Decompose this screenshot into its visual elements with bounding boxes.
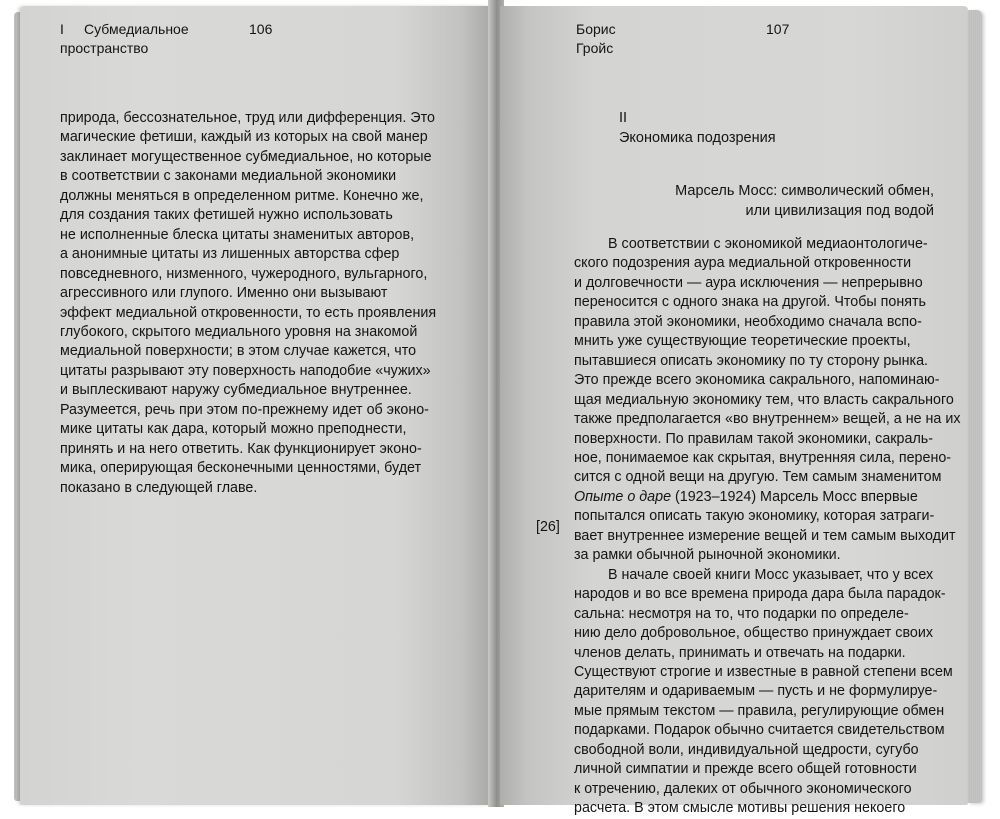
text-line: нию дело добровольное, общество принуждает своих	[574, 625, 933, 642]
section-number: I	[60, 21, 64, 37]
text-line: личной симпатии и прежде всего общей готовности	[574, 761, 917, 778]
text-line: щая медиальную экономику тем, что власть сакрального	[574, 391, 954, 408]
author-last-name: Гройс	[576, 40, 614, 56]
text-line: и выплескивают наружу субмедиальное внутреннее.	[60, 382, 412, 399]
page-number-right: 107	[766, 21, 790, 37]
text-line: заклинает могущественное субмедиальное, но которые	[60, 148, 432, 165]
text-line: подарками. Подарок обычно считается свидетельством	[574, 722, 945, 739]
text-line: народов и во все времена природа дара была парадок-	[574, 586, 946, 603]
text-line: мые прямым текстом — правила, регулирующие обмен	[574, 702, 945, 719]
text-line: агрессивного или глупого. Именно они вызывают	[60, 285, 388, 302]
text-line: В начале своей книги Мосс указывает, что у всех	[608, 566, 934, 583]
margin-page-reference: [26]	[536, 519, 560, 535]
right-page-edges	[968, 10, 982, 803]
text-line: Разумеется, речь при этом по-прежнему идет об эконо-	[60, 401, 429, 418]
text-line: природа, бессознательное, труд или дифференция. Это	[60, 110, 435, 126]
text-line: за рамки обычной рыночной экономики.	[574, 547, 841, 564]
text-line: мика, оперирующая бесконечными ценностями, будет	[60, 460, 422, 477]
text-line: к отречению, далеких от обычного экономического	[574, 780, 912, 797]
text-line: расчета. В этом смысле мотивы решения некоего	[574, 800, 906, 817]
text-line: показано в следующей главе.	[60, 479, 258, 496]
text-line: сится с одной вещи на другую. Тем самым знаменитом	[574, 469, 942, 486]
text-line: также предполагается «во внутреннем» вещей, а не на их	[574, 411, 961, 428]
text-line: повседневного, низменного, чужеродного, вульгарного,	[60, 265, 428, 282]
text-line: для создания таких фетишей нужно использовать	[60, 207, 393, 224]
left-body-text	[60, 109, 436, 498]
page-number-left: 106	[249, 21, 273, 37]
text-line: глубокого, скрытого медиального уровня на знакомой	[60, 323, 418, 340]
text-line: правила этой экономики, необходимо сначала вспо-	[574, 313, 922, 330]
text-line: принять и на него ответить. Как функционирует эконо-	[60, 440, 422, 457]
text-line: Это прежде всего экономика сакрального, напоминаю-	[574, 372, 940, 389]
section-subtitle	[675, 181, 934, 221]
text-line: членов делать, принимать и отвечать на подарки.	[574, 644, 906, 661]
right-body-text	[574, 235, 960, 819]
text-line: и долговечности — аура исключения — непрерывно	[574, 274, 923, 291]
running-title-line1: Субмедиальное	[84, 21, 189, 37]
subtitle-line: Марсель Мосс: символический обмен,	[675, 183, 934, 199]
text-line: эффект медиальной откровенности, то есть проявления	[60, 304, 437, 321]
author-first-name: Борис	[576, 21, 616, 37]
text-line: переносится с одного знака на другой. Чтобы понять	[574, 294, 927, 311]
text-line: магические фетиши, каждый из которых на свой манер	[60, 129, 428, 146]
text-line: в соответствии с законами медиальной экономики	[60, 168, 397, 185]
chapter-title: Экономика подозрения	[619, 130, 776, 146]
text-line: ное, понимаемое как скрытая, внутренняя сила, перено-	[574, 449, 952, 466]
text-line: мнить уже существующие теоретические проекты,	[574, 333, 911, 350]
text-line: не исполненные блеска цитаты знаменитых авторов,	[60, 226, 415, 243]
running-title-line2: пространство	[60, 40, 149, 56]
text-line: а анонимные цитаты из лишенных авторства сфер	[60, 246, 400, 263]
text-line: должны меняться в определенном ритме. Конечно же,	[60, 187, 424, 204]
text-line: Существуют строгие и известные в равной степени всем	[574, 663, 953, 680]
text-line: цитаты разрывают эту поверхность наподобие «чужих»	[60, 362, 431, 379]
text-line: мике цитаты как дара, который можно преподнести,	[60, 421, 407, 438]
text-line: попытался описать такую экономику, которая затраги-	[574, 508, 935, 525]
book-title-italic: Опыте о даре	[574, 488, 672, 505]
text-line: вает внутреннее измерение вещей и тем самым выходит	[574, 527, 956, 544]
subtitle-line: или цивилизация под водой	[745, 203, 934, 219]
text-fragment: (1923–1924) Марсель Мосс впервые	[671, 488, 918, 505]
text-line: В соответствии с экономикой медиаонтологиче-	[608, 236, 928, 252]
right-page	[500, 6, 968, 817]
text-line-with-italic	[574, 488, 960, 507]
chapter-number: II	[619, 110, 628, 126]
text-line: свободной воли, индивидуальной щедрости, сугубо	[574, 741, 919, 758]
text-line: дарителям и одариваемым — пусть и не формулируе-	[574, 683, 938, 700]
text-line: ского подозрения аура медиальной откровенности	[574, 255, 912, 272]
text-line: медиальной поверхности; в этом случае кажется, что	[60, 343, 417, 360]
left-page	[20, 6, 490, 805]
text-line: пытавшиеся описать экономику по ту сторону рынка.	[574, 352, 929, 369]
text-line: поверхности. По правилам такой экономики, сакраль-	[574, 430, 933, 447]
text-line: сальна: несмотря на то, что подарки по определе-	[574, 605, 909, 622]
